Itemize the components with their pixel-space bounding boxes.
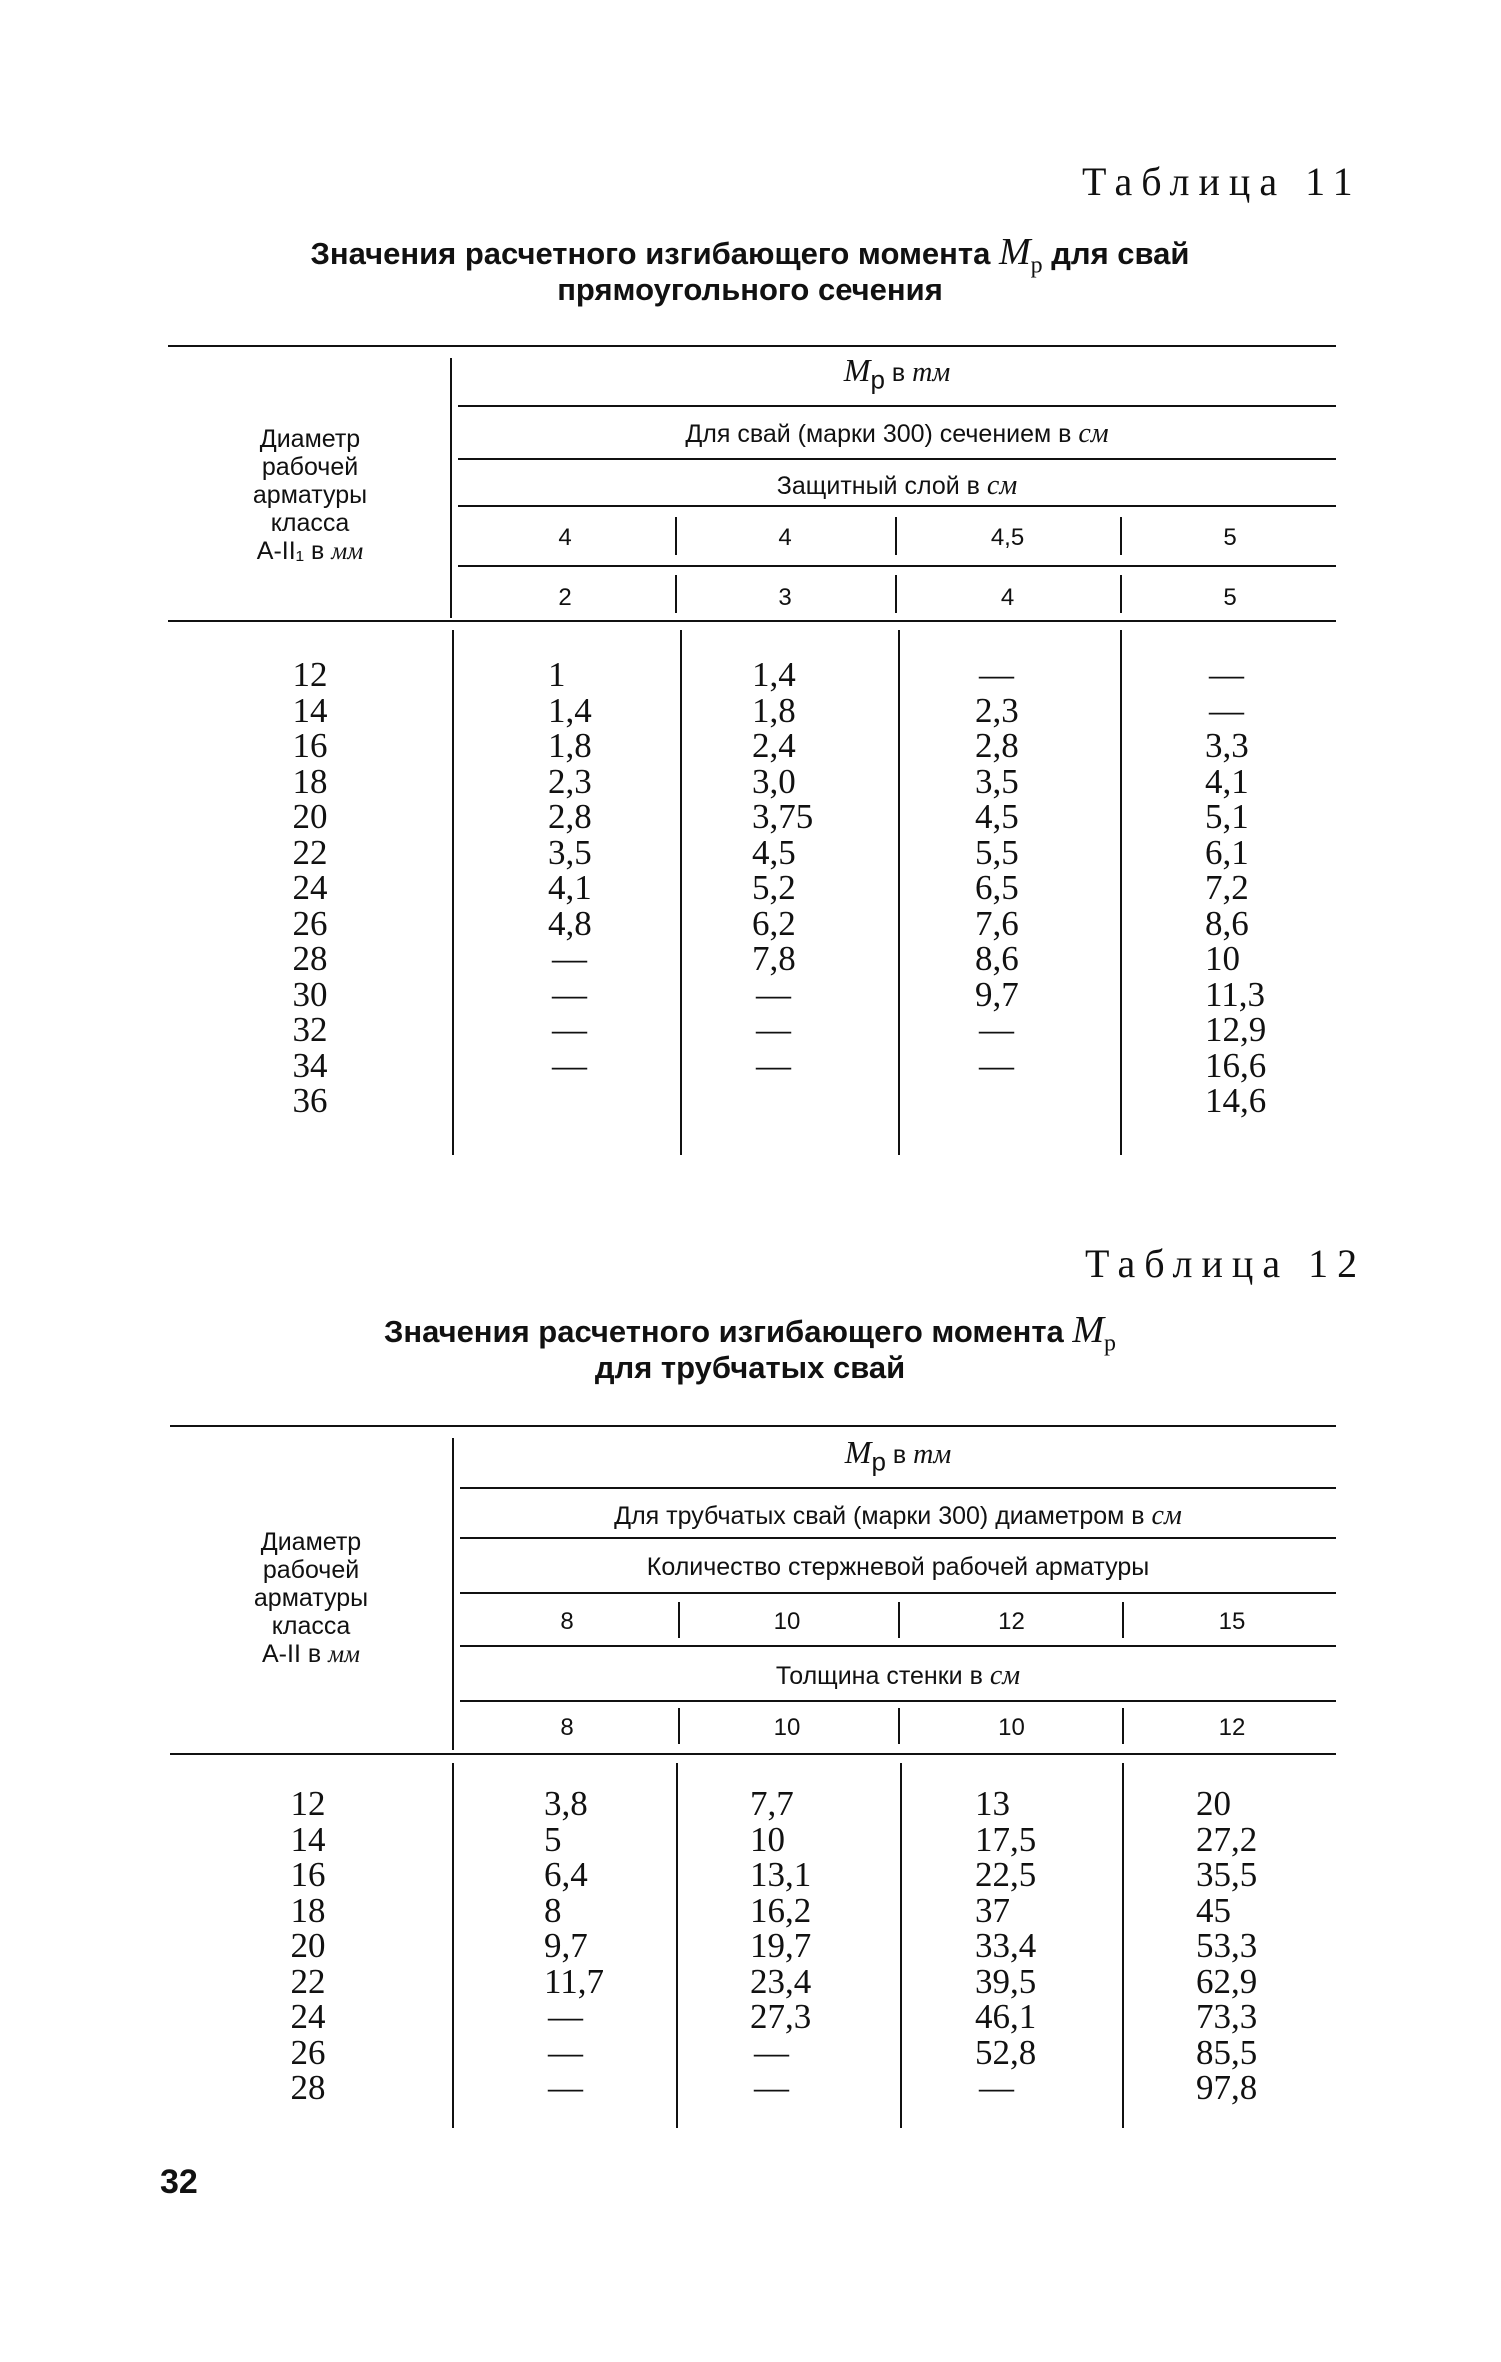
- table-12-row-header: [180, 1528, 442, 1669]
- row-header-line: А-II₁ в мм: [256, 537, 364, 565]
- table-12-rule-counts: [460, 1645, 1336, 1647]
- table-cell: 8,6: [1205, 903, 1249, 943]
- table-cell: 22,5: [975, 1855, 1037, 1894]
- table-cell: 17,5: [975, 1819, 1037, 1859]
- table-11-rule-mp: [458, 405, 1336, 407]
- table-cell: 1,4: [752, 655, 796, 694]
- table-cell: 16: [292, 726, 328, 765]
- table-cell: 12: [292, 655, 328, 694]
- table-11-header-bottom-rule: [168, 620, 1336, 622]
- table-11-cover-value: 2: [558, 584, 572, 611]
- page-number: 32: [160, 2163, 198, 2201]
- table-cell: —: [756, 974, 791, 1014]
- table-11-top-rule: [168, 345, 1336, 347]
- table-11-header-vrule: [450, 358, 452, 618]
- row-header-line: класса: [270, 509, 350, 537]
- mp-symbol: $M_р$: [843, 352, 885, 395]
- table-cell: 6,2: [752, 903, 796, 943]
- table-11-section-value: 4: [778, 524, 792, 551]
- table-11-rule-sections: [458, 565, 1336, 567]
- table-cell: —: [979, 655, 1014, 694]
- table-cell: 46,1: [975, 1997, 1037, 2036]
- table-cell: [752, 1083, 852, 1119]
- table-11-body-vrule: [680, 630, 682, 1155]
- table-cell: [548, 1083, 638, 1119]
- table-cell: 3,3: [1205, 726, 1249, 765]
- row-header-line: арматуры: [252, 481, 368, 509]
- table-cell: 28: [292, 939, 328, 978]
- table-cell: 4,5: [752, 832, 796, 872]
- table-cell: 20: [1196, 1784, 1231, 1823]
- table-cell: 37: [975, 1890, 1010, 1930]
- table-12-count-value: 8: [560, 1608, 574, 1635]
- table-cell: 3,5: [975, 761, 1019, 801]
- table-12-vdiv: [898, 1602, 900, 1638]
- table-cell: 30: [292, 974, 328, 1014]
- table-11-body-vrule: [898, 630, 900, 1155]
- table-cell: 34: [292, 1045, 328, 1085]
- table-11-title-text: Значения расчетного изгибающего момента: [310, 236, 991, 271]
- table-cell: 23,4: [750, 1961, 812, 2001]
- table-12-wall-header: Толщина стенки в см: [775, 1660, 1021, 1691]
- table-cell: —: [548, 2032, 583, 2072]
- table-11-subtitle: прямоугольного сечения: [557, 272, 943, 307]
- table-cell: 9,7: [544, 1926, 588, 1965]
- table-11-row-header: [180, 425, 440, 566]
- table-cell: 4,8: [548, 903, 592, 943]
- table-cell: 26: [292, 903, 328, 943]
- table-cell: 3,5: [548, 832, 592, 872]
- table-12-diameter-header: Для трубчатых свай (марки 300) диаметром в см: [614, 1500, 1182, 1531]
- table-cell: —: [979, 1010, 1014, 1049]
- row-header-line: Диаметр: [259, 425, 361, 453]
- table-cell: 20: [292, 797, 328, 836]
- table-12-diameters: [278, 1786, 338, 2106]
- table-cell: 26: [290, 2032, 326, 2072]
- table-11-cover-value: 5: [1223, 584, 1237, 611]
- table-cell: —: [548, 1997, 583, 2036]
- table-11-cover-header: Защитный слой в см: [776, 470, 1018, 501]
- table-12-body-vrule: [900, 1763, 902, 2128]
- table-12-label: Таблица 12: [1085, 1241, 1367, 1286]
- table-cell: 22: [292, 832, 328, 872]
- table-11-mp-header: $M_р$ в тм: [843, 352, 951, 395]
- table-12-vdiv: [678, 1602, 680, 1638]
- table-12-rule-diameter: [460, 1537, 1336, 1539]
- table-12-col-2: [750, 1786, 850, 2106]
- table-11-title-symbol: $M_р$: [998, 231, 1043, 279]
- table-cell: 27,3: [750, 1997, 812, 2036]
- table-cell: 18: [290, 1890, 326, 1930]
- table-12-mp-header: $M_р$ в тм: [844, 1434, 952, 1477]
- table-cell: 12,9: [1205, 1010, 1267, 1049]
- row-header-line: класса: [271, 1612, 351, 1640]
- table-cell: 2,3: [975, 690, 1019, 730]
- row-header-line: рабочей: [261, 453, 359, 481]
- table-cell: 14: [290, 1819, 326, 1859]
- table-12-vdiv: [678, 1708, 680, 1744]
- table-cell: 4,1: [1205, 761, 1249, 801]
- table-11-section-header: Для свай (марки 300) сечением в см: [685, 418, 1109, 449]
- row-header-line: рабочей: [262, 1556, 360, 1584]
- table-cell: —: [756, 1045, 791, 1085]
- table-cell: —: [552, 974, 587, 1014]
- table-cell: 1: [548, 655, 566, 694]
- table-12-wall-value: 10: [773, 1714, 801, 1741]
- table-cell: 62,9: [1196, 1961, 1258, 2001]
- table-cell: 27,2: [1196, 1819, 1258, 1859]
- table-cell: —: [552, 939, 587, 978]
- table-cell: 45: [1196, 1890, 1231, 1930]
- table-11-vdiv: [1120, 575, 1122, 613]
- table-cell: 6,4: [544, 1855, 588, 1894]
- table-cell: 52,8: [975, 2032, 1037, 2072]
- table-cell: —: [552, 1045, 587, 1085]
- table-cell: 16,6: [1205, 1045, 1267, 1085]
- table-cell: 2,8: [975, 726, 1019, 765]
- table-cell: 28: [290, 2068, 326, 2107]
- table-12-title-symbol: $M_р$: [1072, 1309, 1117, 1357]
- table-cell: 11,3: [1205, 974, 1265, 1014]
- table-cell: 22: [290, 1961, 326, 2001]
- table-12-rule-count: [460, 1592, 1336, 1594]
- table-11-rule-section: [458, 458, 1336, 460]
- table-cell: 9,7: [975, 974, 1019, 1014]
- table-12-wall-value: 12: [1218, 1714, 1246, 1741]
- table-cell: 13: [975, 1784, 1010, 1823]
- table-12-title-text: Значения расчетного изгибающего момента: [383, 1314, 1064, 1349]
- table-cell: 85,5: [1196, 2032, 1258, 2072]
- table-12-subtitle: для трубчатых свай: [594, 1350, 906, 1385]
- table-cell: 5: [544, 1819, 562, 1859]
- table-cell: 5,2: [752, 868, 796, 907]
- table-cell: 97,8: [1196, 2068, 1258, 2107]
- table-cell: —: [548, 2068, 583, 2107]
- table-cell: —: [754, 2032, 789, 2072]
- table-11-rule-cover: [458, 505, 1336, 507]
- table-cell: 4,1: [548, 868, 592, 907]
- table-11-label: Таблица 11: [1082, 159, 1362, 204]
- table-11-col-3: [975, 657, 1065, 1119]
- table-cell: 36: [292, 1081, 328, 1120]
- table-11-col-1: [548, 657, 638, 1119]
- table-cell: 16,2: [750, 1890, 812, 1930]
- table-cell: 5,5: [975, 832, 1019, 872]
- table-12-body-vrule: [1122, 1763, 1124, 2128]
- table-cell: —: [979, 2068, 1014, 2107]
- table-cell: 4,5: [975, 797, 1019, 836]
- table-cell: 35,5: [1196, 1855, 1258, 1894]
- table-cell: 12: [290, 1784, 326, 1823]
- table-cell: 5,1: [1205, 797, 1249, 836]
- table-12-vdiv: [1122, 1602, 1124, 1638]
- table-cell: 3,75: [752, 797, 814, 836]
- table-cell: 13,1: [750, 1855, 812, 1894]
- table-cell: 24: [290, 1997, 326, 2036]
- table-cell: 14,6: [1205, 1081, 1267, 1120]
- table-cell: 14: [292, 690, 328, 730]
- table-cell: 19,7: [750, 1926, 812, 1965]
- table-cell: 18: [292, 761, 328, 801]
- table-12-header-vrule: [452, 1438, 454, 1750]
- table-11-section-value: 5: [1223, 524, 1237, 551]
- table-12-col-3: [975, 1786, 1065, 2106]
- table-cell: 2,8: [548, 797, 592, 836]
- table-cell: 1,8: [752, 690, 796, 730]
- table-12-count-value: 10: [773, 1608, 801, 1635]
- table-cell: 20: [290, 1926, 326, 1965]
- table-11-cover-value: 3: [778, 584, 792, 611]
- table-cell: 53,3: [1196, 1926, 1258, 1965]
- row-header-line: Диаметр: [260, 1528, 362, 1556]
- table-cell: 2,3: [548, 761, 592, 801]
- table-cell: 7,7: [750, 1784, 794, 1823]
- table-cell: 32: [292, 1010, 328, 1049]
- table-cell: 11,7: [544, 1961, 604, 2001]
- table-11-vdiv: [675, 575, 677, 613]
- table-11-col-2: [752, 657, 852, 1119]
- table-11-vdiv: [895, 575, 897, 613]
- table-cell: [975, 1083, 1065, 1119]
- table-12-col-4: [1196, 1786, 1296, 2106]
- table-11-section-value: 4,5: [990, 524, 1025, 551]
- table-11-vdiv: [675, 517, 677, 555]
- table-cell: —: [1209, 655, 1244, 694]
- table-cell: 3,8: [544, 1784, 588, 1823]
- table-cell: —: [756, 1010, 791, 1049]
- table-12-vdiv: [898, 1708, 900, 1744]
- table-cell: 33,4: [975, 1926, 1037, 1965]
- table-cell: 6,1: [1205, 832, 1249, 872]
- table-cell: 39,5: [975, 1961, 1037, 2001]
- table-cell: 3,0: [752, 761, 796, 801]
- table-12-wall-value: 8: [560, 1714, 574, 1741]
- table-12-wall-value: 10: [998, 1714, 1025, 1741]
- table-11-vdiv: [1120, 517, 1122, 555]
- table-cell: 1,8: [548, 726, 592, 765]
- row-header-line: А-II в мм: [262, 1640, 360, 1668]
- table-cell: —: [552, 1010, 587, 1049]
- table-12-rule-wall: [460, 1700, 1336, 1702]
- table-12-top-rule: [170, 1425, 1336, 1427]
- table-12-rule-mp: [460, 1487, 1336, 1489]
- table-11-body-vrule: [1120, 630, 1122, 1155]
- table-cell: 24: [292, 868, 328, 907]
- table-cell: —: [1209, 690, 1244, 730]
- table-cell: 16: [290, 1855, 326, 1894]
- table-11-diameters: [280, 657, 340, 1119]
- table-11-vdiv: [895, 517, 897, 555]
- table-cell: 7,8: [752, 939, 796, 978]
- table-cell: 10: [750, 1819, 785, 1859]
- table-12-count-value: 12: [998, 1608, 1025, 1635]
- table-cell: —: [754, 2068, 789, 2107]
- table-cell: 6,5: [975, 868, 1019, 907]
- table-cell: 7,2: [1205, 868, 1249, 907]
- table-12-body-vrule: [452, 1763, 454, 2128]
- table-12-col-1: [544, 1786, 634, 2106]
- table-cell: 2,4: [752, 726, 796, 765]
- table-12-count-header: Количество стержневой рабочей арматуры: [646, 1553, 1150, 1581]
- table-12-body-vrule: [676, 1763, 678, 2128]
- table-cell: 10: [1205, 939, 1240, 978]
- mp-symbol: $M_р$: [844, 1434, 886, 1477]
- table-11-body-vrule: [452, 630, 454, 1155]
- table-cell: 8: [544, 1890, 562, 1930]
- table-11-col-4: [1205, 657, 1295, 1119]
- table-12-count-value: 15: [1218, 1608, 1246, 1635]
- table-11-title-end: для свай: [1051, 236, 1190, 271]
- table-cell: —: [979, 1045, 1014, 1085]
- table-cell: 8,6: [975, 939, 1019, 978]
- table-12-vdiv: [1122, 1708, 1124, 1744]
- table-cell: 73,3: [1196, 1997, 1258, 2036]
- row-header-line: арматуры: [253, 1584, 369, 1612]
- table-cell: 1,4: [548, 690, 592, 730]
- table-cell: 7,6: [975, 903, 1019, 943]
- table-11-cover-value: 4: [1000, 584, 1015, 611]
- table-12-header-bottom-rule: [170, 1753, 1336, 1755]
- table-11-section-value: 4: [558, 524, 572, 551]
